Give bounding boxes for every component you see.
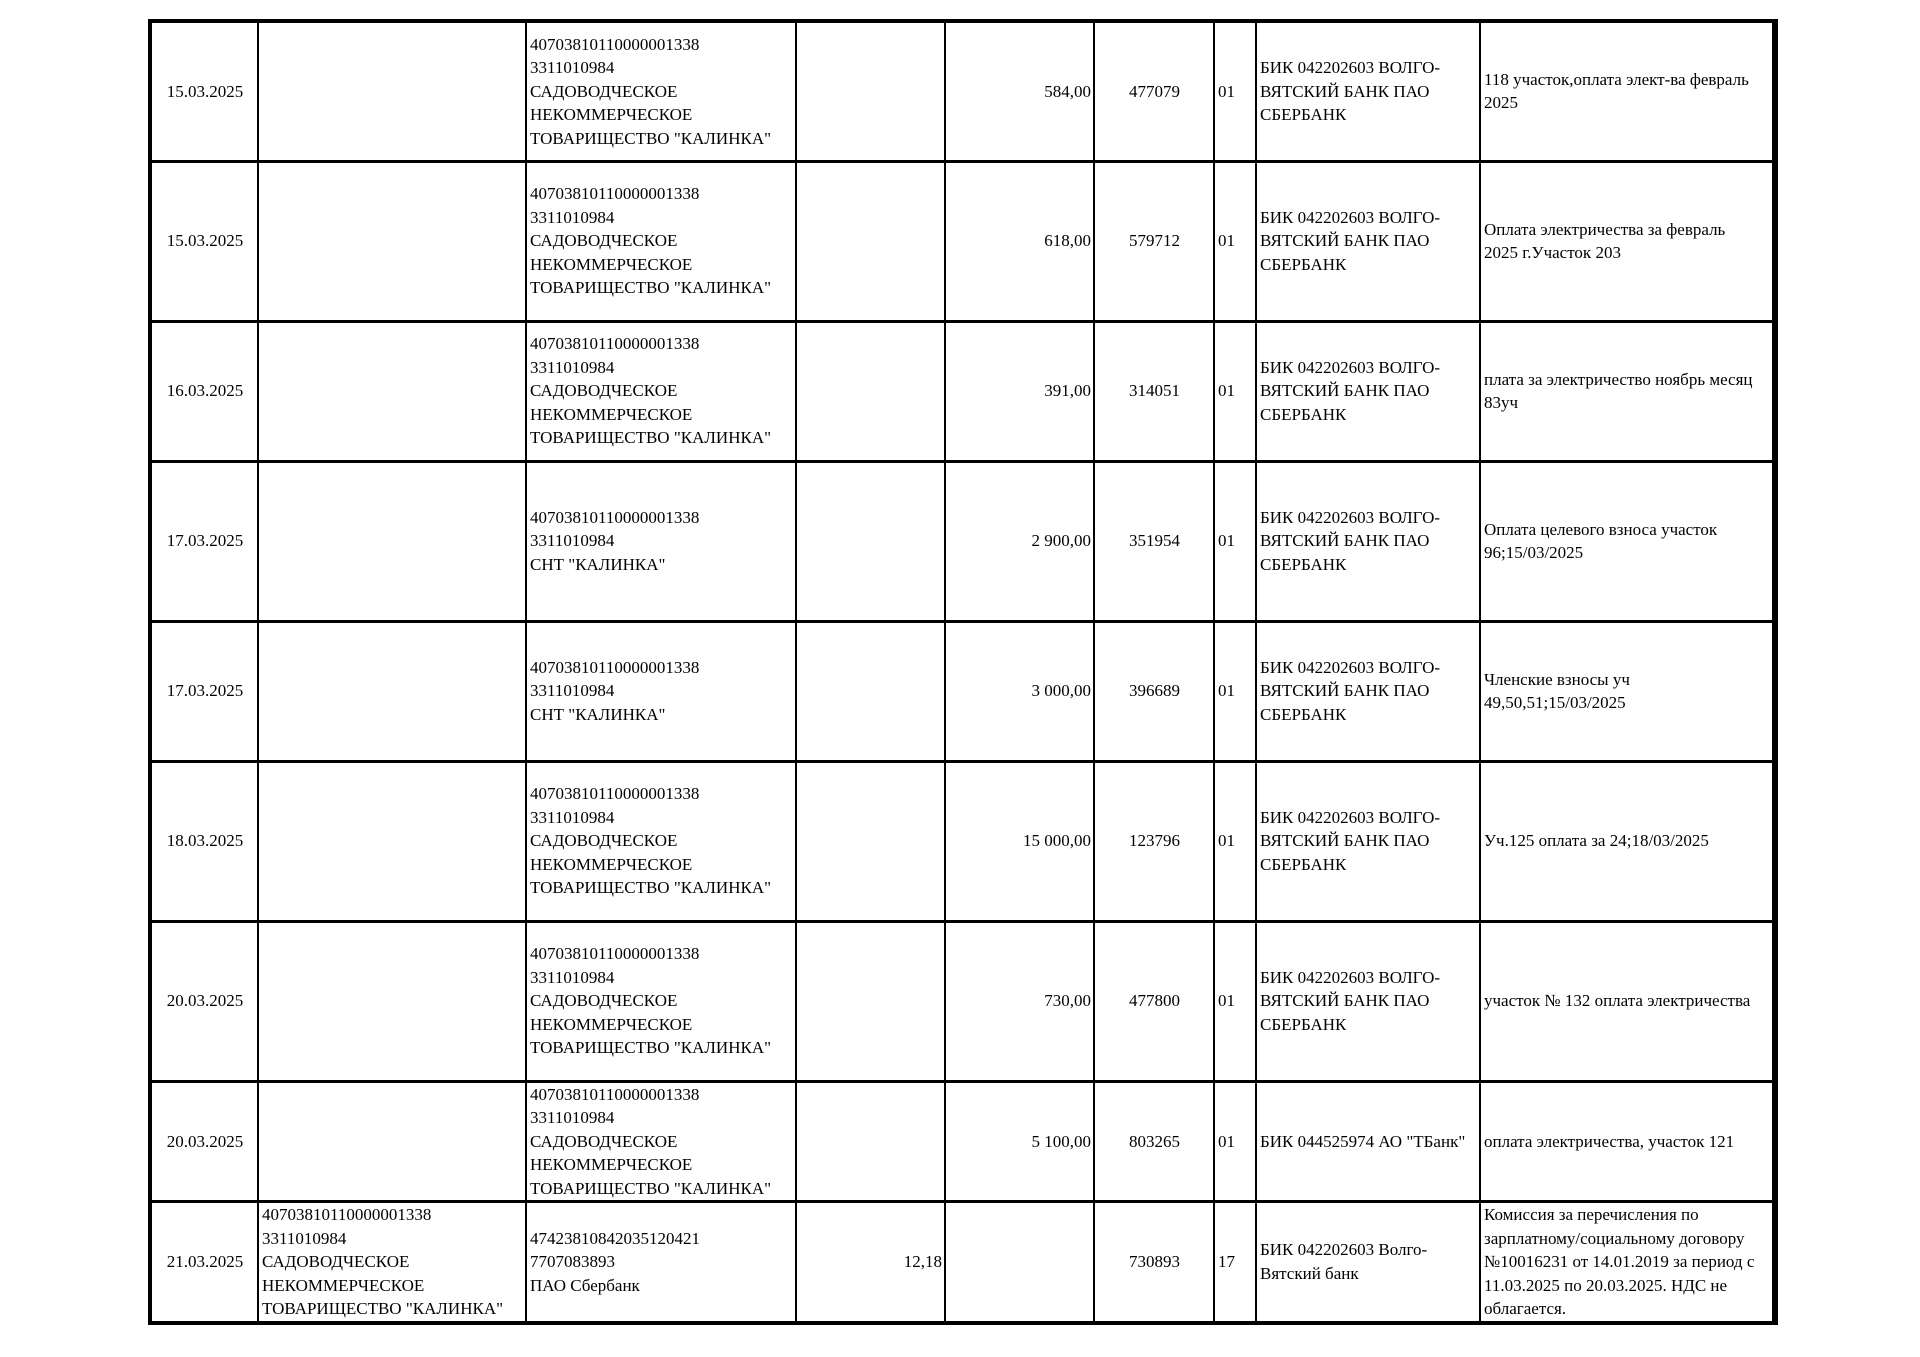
operation-code-cell (1214, 921, 1256, 1081)
payer-account-cell (258, 921, 526, 1081)
bank-details-cell (1256, 21, 1480, 161)
date-cell (150, 1081, 258, 1202)
recipient-account-cell (526, 1202, 796, 1323)
recipient-account-cell (526, 1081, 796, 1202)
payment-purpose-cell (1480, 321, 1775, 461)
bank-details-text: БИК 042202603 ВОЛГО- ВЯТСКИЙ БАНК ПАО СБЕРБАНК (1260, 967, 1441, 1034)
operation-code-cell (1214, 161, 1256, 321)
date-cell (150, 621, 258, 761)
date-cell (150, 21, 258, 161)
credit-amount-cell (945, 161, 1094, 321)
payment-purpose-cell (1480, 921, 1775, 1081)
operation-code-text: 01 (1218, 381, 1235, 401)
recipient-account-cell (526, 161, 796, 321)
date-text: 17.03.2025 (166, 531, 244, 551)
payer-account-text: 40703810110000001338 3311010984 САДОВОДЧЕСКОЕ НЕКОММЕРЧЕСКОЕ ТОВАРИЩЕСТВО "КАЛИНКА" (262, 1205, 504, 1318)
table-row (150, 761, 1775, 921)
document-number-cell (1094, 761, 1214, 921)
debit-amount-cell (796, 321, 945, 461)
credit-amount-text: 5 100,00 (1031, 1131, 1091, 1151)
recipient-account-text: 40703810110000001338 3311010984 САДОВОДЧЕСКОЕ НЕКОММЕРЧЕСКОЕ ТОВАРИЩЕСТВО "КАЛИНКА" (530, 784, 772, 898)
recipient-account-text: 40703810110000001338 3311010984 СНТ "КАЛИНКА" (530, 657, 700, 724)
credit-amount-text: 3 000,00 (1031, 681, 1091, 701)
recipient-account-cell (526, 461, 796, 621)
document-number-cell (1094, 321, 1214, 461)
bank-details-cell (1256, 321, 1480, 461)
credit-amount-cell (945, 921, 1094, 1081)
date-text: 21.03.2025 (166, 1252, 244, 1271)
payment-purpose-text: оплата электричества, участок 121 (1484, 1131, 1735, 1151)
bank-details-cell (1256, 161, 1480, 321)
debit-amount-cell (796, 1081, 945, 1202)
recipient-account-text: 40703810110000001338 3311010984 САДОВОДЧЕСКОЕ НЕКОММЕРЧЕСКОЕ ТОВАРИЩЕСТВО "КАЛИНКА" (530, 184, 772, 298)
date-text: 20.03.2025 (166, 1131, 244, 1151)
debit-amount-cell (796, 921, 945, 1081)
credit-amount-cell (945, 1081, 1094, 1202)
date-cell (150, 921, 258, 1081)
table-row (150, 1081, 1775, 1202)
payment-purpose-cell (1480, 1081, 1775, 1202)
transactions-body (150, 21, 1775, 1323)
payment-purpose-text: 118 участок,оплата элект-ва февраль 2025 (1484, 69, 1749, 113)
table-row (150, 321, 1775, 461)
operation-code-cell (1214, 761, 1256, 921)
operation-code-text: 01 (1218, 81, 1235, 101)
document-number-cell (1094, 1081, 1214, 1202)
credit-amount-text: 730,00 (1044, 991, 1091, 1011)
payment-purpose-text: Оплата целевого взноса участок 96;15/03/2025 (1484, 519, 1718, 562)
date-text: 20.03.2025 (166, 991, 244, 1011)
payment-purpose-cell (1480, 161, 1775, 321)
document-number-text: 396689 (1129, 681, 1180, 701)
operation-code-text: 01 (1218, 231, 1235, 251)
bank-details-cell (1256, 761, 1480, 921)
date-text: 18.03.2025 (166, 831, 244, 851)
bank-details-cell (1256, 921, 1480, 1081)
date-text: 16.03.2025 (166, 381, 244, 401)
recipient-account-cell (526, 21, 796, 161)
document-number-cell (1094, 1202, 1214, 1323)
operation-code-text: 01 (1218, 831, 1235, 851)
recipient-account-cell (526, 621, 796, 761)
operation-code-cell (1214, 1081, 1256, 1202)
payer-account-cell (258, 461, 526, 621)
payer-account-cell (258, 321, 526, 461)
date-text: 15.03.2025 (166, 231, 244, 251)
bank-details-text: БИК 044525974 АО "ТБанк" (1260, 1131, 1466, 1151)
operation-code-cell (1214, 461, 1256, 621)
table-row (150, 621, 1775, 761)
bank-details-text: БИК 042202603 ВОЛГО- ВЯТСКИЙ БАНК ПАО СБЕРБАНК (1260, 58, 1441, 124)
table-row (150, 921, 1775, 1081)
debit-amount-cell (796, 761, 945, 921)
document-number-cell (1094, 921, 1214, 1081)
bank-details-text: БИК 042202603 ВОЛГО- ВЯТСКИЙ БАНК ПАО СБЕРБАНК (1260, 807, 1441, 874)
payment-purpose-text: участок № 132 оплата электричества (1484, 991, 1751, 1011)
credit-amount-text: 618,00 (1044, 231, 1091, 251)
operation-code-text: 01 (1218, 1131, 1235, 1151)
payer-account-cell (258, 21, 526, 161)
debit-amount-cell (796, 161, 945, 321)
date-text: 15.03.2025 (166, 81, 244, 101)
bank-details-text: БИК 042202603 ВОЛГО- ВЯТСКИЙ БАНК ПАО СБЕРБАНК (1260, 357, 1441, 424)
bank-details-cell (1256, 621, 1480, 761)
recipient-account-text: 40703810110000001338 3311010984 САДОВОДЧЕСКОЕ НЕКОММЕРЧЕСКОЕ ТОВАРИЩЕСТВО "КАЛИНКА" (530, 34, 772, 148)
credit-amount-cell (945, 321, 1094, 461)
payment-purpose-text: Комиссия за перечисления по зарплатному/социальному договору №10016231 от 14.01.2019 за период с 11.03.2025 по 20.03.2025. НДС не облагается. (1484, 1205, 1755, 1318)
bank-details-cell (1256, 461, 1480, 621)
operation-code-text: 17 (1218, 1252, 1235, 1271)
recipient-account-text: 47423810842035120421 7707083893 ПАО Сбербанк (530, 1228, 700, 1295)
debit-amount-cell (796, 461, 945, 621)
payer-account-cell (258, 1081, 526, 1202)
bank-details-text: БИК 042202603 Волго- Вятский банк (1260, 1240, 1428, 1283)
operation-code-cell (1214, 21, 1256, 161)
date-text: 17.03.2025 (166, 681, 244, 701)
document-number-cell (1094, 21, 1214, 161)
document-number-text: 314051 (1129, 381, 1180, 401)
document-number-text: 803265 (1129, 1131, 1180, 1151)
date-cell (150, 1202, 258, 1323)
credit-amount-cell (945, 621, 1094, 761)
payer-account-cell (258, 1202, 526, 1323)
credit-amount-text: 15 000,00 (1023, 831, 1091, 851)
recipient-account-cell (526, 921, 796, 1081)
debit-amount-text: 12,18 (903, 1252, 942, 1271)
document-number-cell (1094, 161, 1214, 321)
debit-amount-cell (796, 621, 945, 761)
document-number-text: 730893 (1129, 1252, 1180, 1271)
bank-details-cell (1256, 1081, 1480, 1202)
date-cell (150, 761, 258, 921)
operation-code-cell (1214, 1202, 1256, 1323)
recipient-account-text: 40703810110000001338 3311010984 СНТ "КАЛИНКА" (530, 507, 700, 574)
payer-account-cell (258, 161, 526, 321)
payment-purpose-text: Оплата электричества за февраль 2025 г.Участок 203 (1484, 219, 1726, 262)
operation-code-text: 01 (1218, 991, 1235, 1011)
payment-purpose-cell (1480, 461, 1775, 621)
table-row (150, 21, 1775, 161)
table-row (150, 161, 1775, 321)
payment-purpose-cell (1480, 761, 1775, 921)
document-number-cell (1094, 461, 1214, 621)
payment-purpose-cell (1480, 1202, 1775, 1323)
payment-purpose-cell (1480, 621, 1775, 761)
payer-account-cell (258, 761, 526, 921)
credit-amount-cell (945, 461, 1094, 621)
document-number-text: 477079 (1129, 81, 1180, 101)
operation-code-text: 01 (1218, 681, 1235, 701)
date-cell (150, 461, 258, 621)
date-cell (150, 161, 258, 321)
payment-purpose-text: плата за электричество ноябрь месяц 83уч (1484, 369, 1753, 412)
operation-code-cell (1214, 621, 1256, 761)
document-number-text: 123796 (1129, 831, 1180, 851)
credit-amount-cell (945, 761, 1094, 921)
document-number-text: 351954 (1129, 531, 1180, 551)
document-number-text: 477800 (1129, 991, 1180, 1011)
table-row (150, 1202, 1775, 1323)
operation-code-cell (1214, 321, 1256, 461)
payment-purpose-cell (1480, 21, 1775, 161)
credit-amount-text: 584,00 (1044, 81, 1091, 101)
bank-details-text: БИК 042202603 ВОЛГО- ВЯТСКИЙ БАНК ПАО СБЕРБАНК (1260, 507, 1441, 574)
credit-amount-text: 2 900,00 (1031, 531, 1091, 551)
recipient-account-text: 40703810110000001338 3311010984 САДОВОДЧЕСКОЕ НЕКОММЕРЧЕСКОЕ ТОВАРИЩЕСТВО "КАЛИНКА" (530, 1084, 772, 1198)
debit-amount-cell (796, 21, 945, 161)
recipient-account-cell (526, 761, 796, 921)
bank-details-cell (1256, 1202, 1480, 1323)
credit-amount-cell (945, 21, 1094, 161)
document-number-cell (1094, 621, 1214, 761)
debit-amount-cell (796, 1202, 945, 1323)
credit-amount-cell (945, 1202, 1094, 1323)
document-number-text: 579712 (1129, 231, 1180, 251)
bank-details-text: БИК 042202603 ВОЛГО- ВЯТСКИЙ БАНК ПАО СБЕРБАНК (1260, 207, 1441, 274)
recipient-account-text: 40703810110000001338 3311010984 САДОВОДЧЕСКОЕ НЕКОММЕРЧЕСКОЕ ТОВАРИЩЕСТВО "КАЛИНКА" (530, 944, 772, 1058)
recipient-account-cell (526, 321, 796, 461)
bank-details-text: БИК 042202603 ВОЛГО- ВЯТСКИЙ БАНК ПАО СБЕРБАНК (1260, 657, 1441, 724)
recipient-account-text: 40703810110000001338 3311010984 САДОВОДЧЕСКОЕ НЕКОММЕРЧЕСКОЕ ТОВАРИЩЕСТВО "КАЛИНКА" (530, 334, 772, 448)
transactions-table (148, 19, 1778, 1325)
payment-purpose-text: Членские взносы уч 49,50,51;15/03/2025 (1484, 669, 1630, 712)
operation-code-text: 01 (1218, 531, 1235, 551)
credit-amount-text: 391,00 (1044, 381, 1091, 401)
table-row (150, 461, 1775, 621)
payment-purpose-text: Уч.125 оплата за 24;18/03/2025 (1484, 831, 1709, 851)
payer-account-cell (258, 621, 526, 761)
date-cell (150, 321, 258, 461)
